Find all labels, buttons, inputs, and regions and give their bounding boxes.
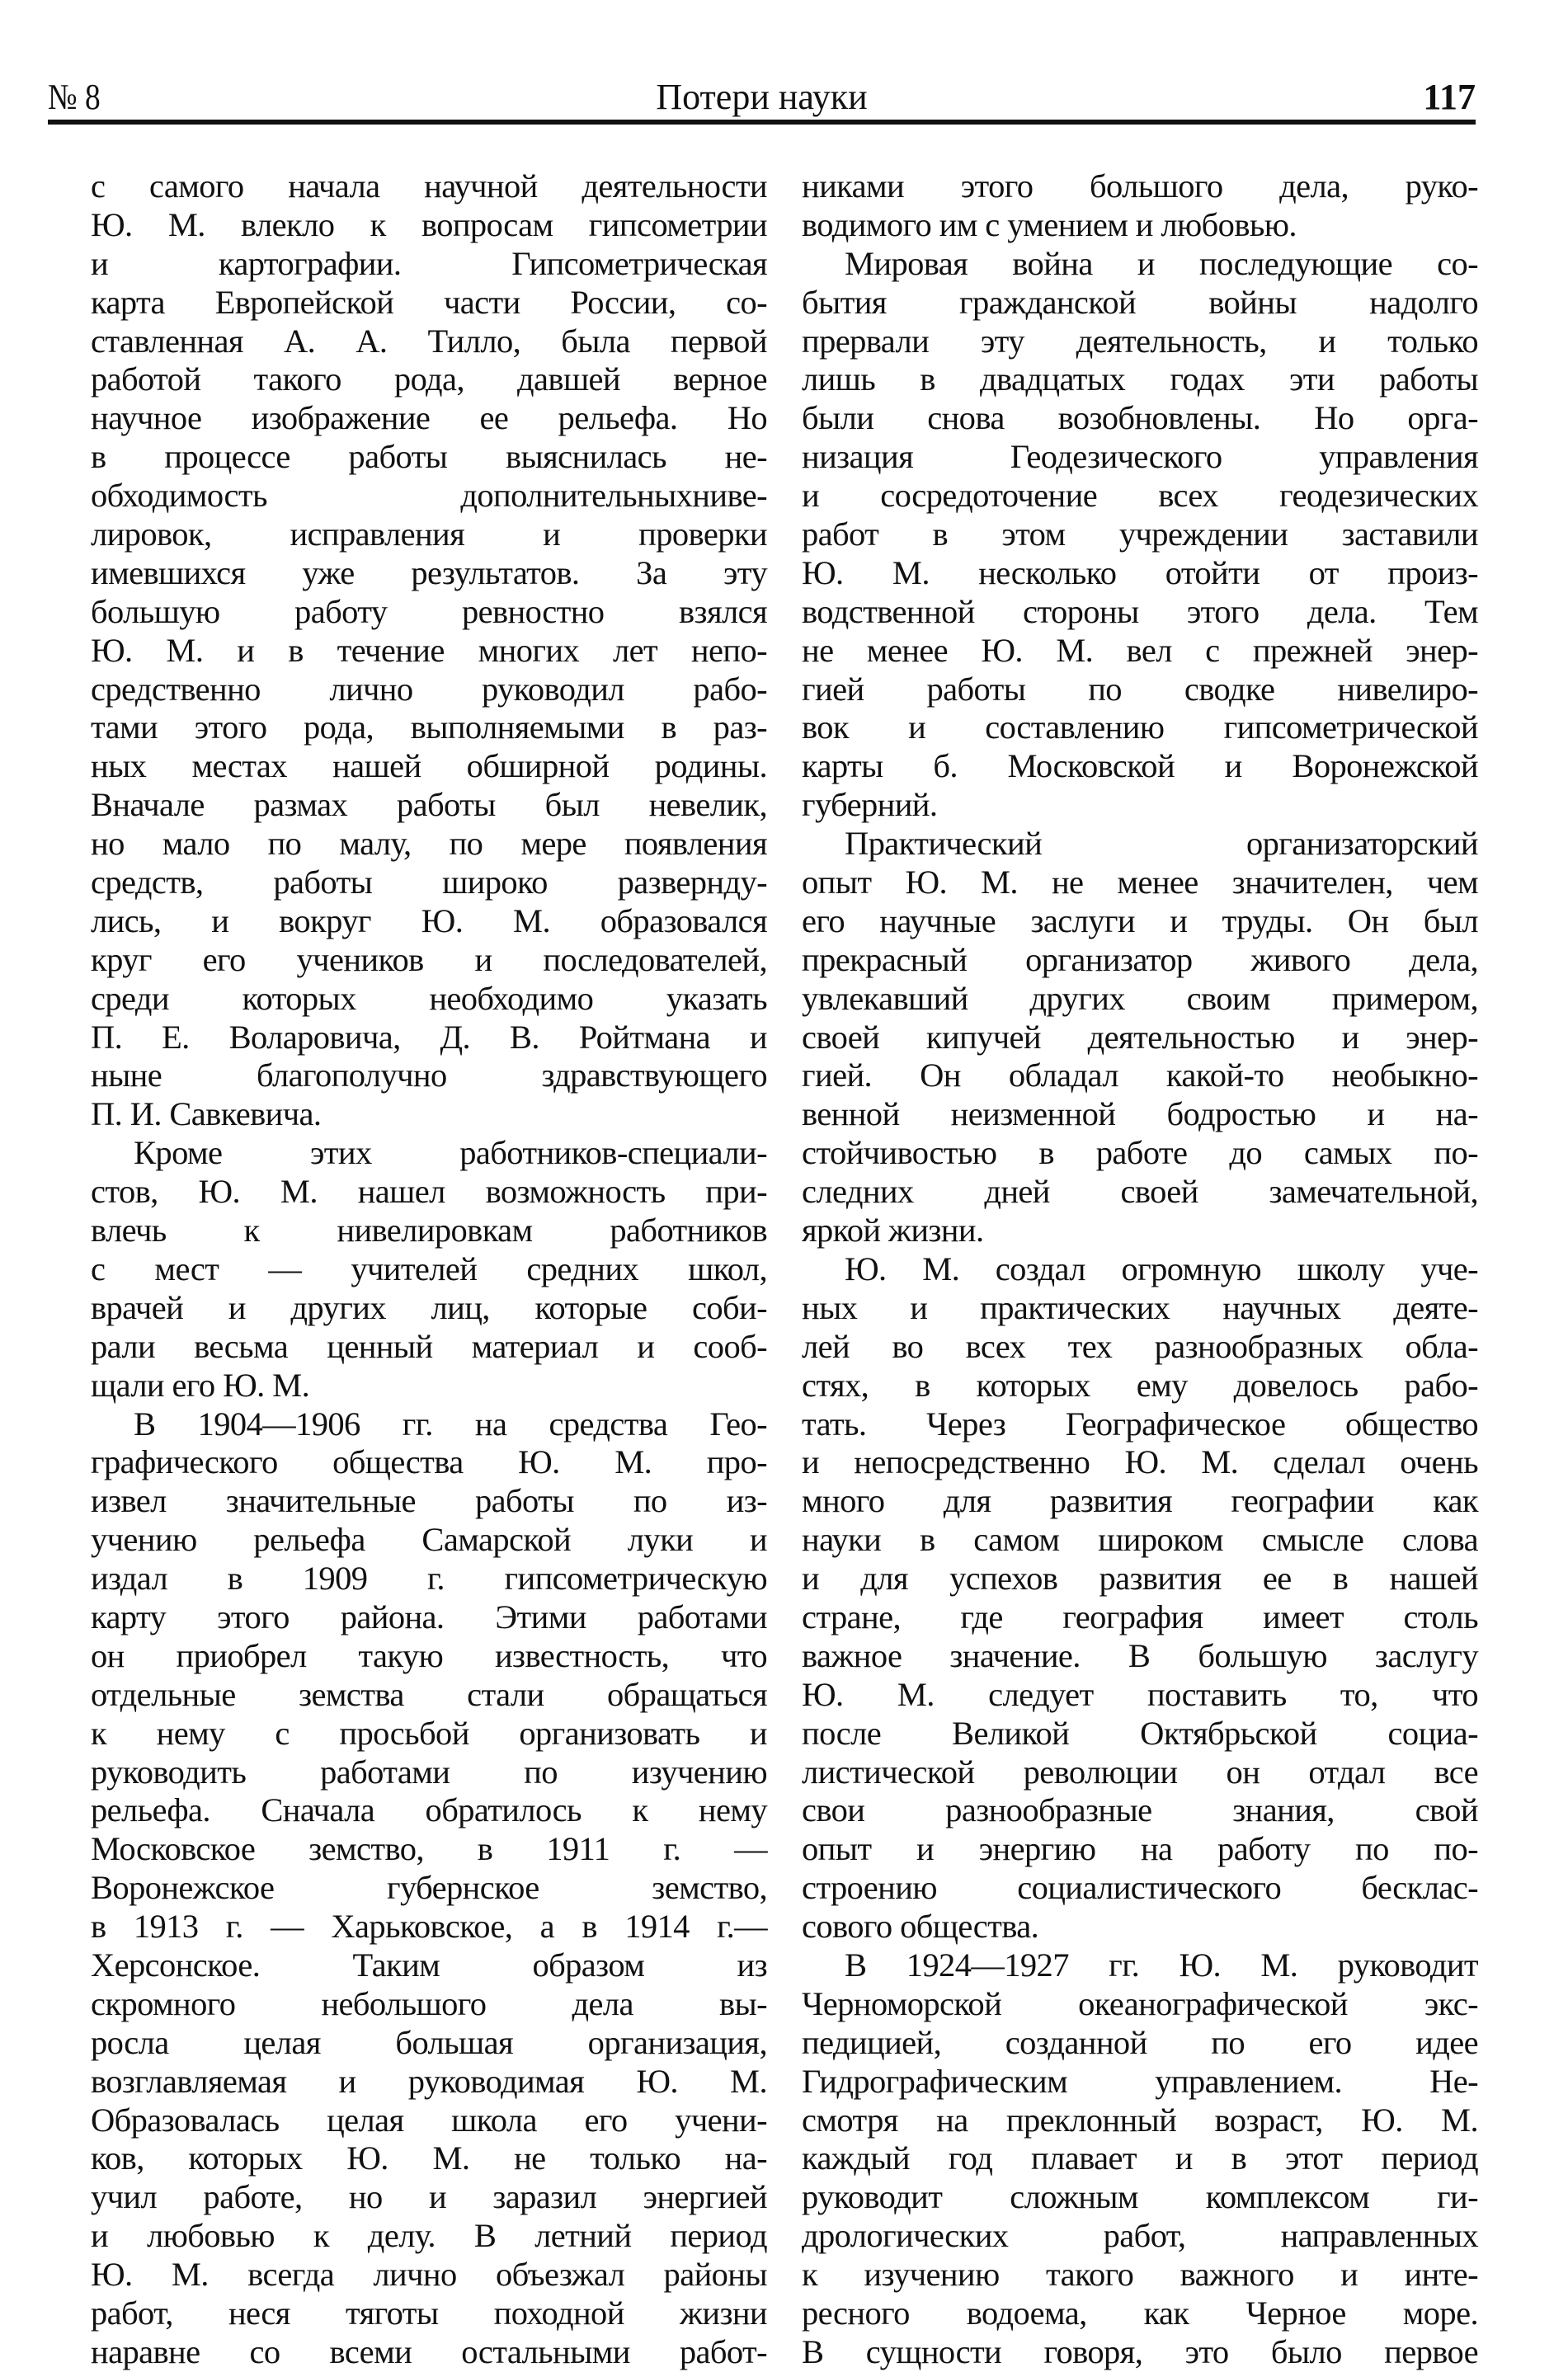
text-line: руководить работами по изучению	[91, 1753, 767, 1791]
text-line: карты б. Московской и Воронежской	[802, 747, 1478, 785]
text-line: Ю. М. создал огромную школу уче-	[845, 1250, 1478, 1287]
text-line: Ю. М. несколько отойти от произ-	[802, 553, 1478, 591]
text-line: лишь в двадцатых годах эти работы	[802, 360, 1478, 398]
text-line: никами этого большого дела, руко-	[802, 167, 1478, 205]
text-line: низация Геодезического управления	[802, 438, 1478, 476]
text-line: дрологических работ, направленных	[802, 2217, 1478, 2255]
text-line: были снова возобновлены. Но орга-	[802, 399, 1478, 437]
text-line: много для развития географии как	[802, 1482, 1478, 1520]
page-number: 117	[1423, 77, 1476, 117]
text-line: работ в этом учреждении заставили	[802, 515, 1478, 553]
text-line: учил работе, но и заразил энергией	[91, 2178, 767, 2216]
text-line: рали весьма ценный материал и сооб-	[91, 1327, 767, 1365]
text-line: ресного водоема, как Черное море.	[802, 2294, 1478, 2332]
text-line: работой такого рода, давшей верное	[91, 360, 767, 398]
text-line: но мало по малу, по мере появления	[91, 825, 767, 863]
text-line: ставленная А. А. Тилло, была первой	[91, 322, 767, 360]
text-line: Ю. М. влекло к вопросам гипсометрии	[91, 205, 767, 243]
text-line: имевшихся уже результатов. За эту	[91, 553, 767, 591]
text-line: Московское земство, в 1911 г. —	[91, 1830, 767, 1868]
text-line: тами этого рода, выполняемыми в раз-	[91, 708, 767, 746]
text-line: и непосредственно Ю. М. сделал очень	[802, 1443, 1478, 1481]
text-line: стране, где география имеет столь	[802, 1598, 1478, 1635]
text-line: Мировая война и последующие со-	[845, 244, 1478, 282]
text-line: лей во всех тех разнообразных обла-	[802, 1327, 1478, 1365]
text-line: учению рельефа Самарской луки и	[91, 1521, 767, 1559]
text-line: ных и практических научных деяте-	[802, 1288, 1478, 1326]
text-line: не менее Ю. М. вел с прежней энер-	[802, 631, 1478, 669]
text-line: щали его Ю. М.	[91, 1366, 310, 1404]
text-line: листической революции он отдал все	[802, 1753, 1478, 1791]
text-line: росла целая большая организация,	[91, 2023, 767, 2061]
text-line: круг его учеников и последователей,	[91, 940, 767, 978]
text-line: среди которых необходимо указать	[91, 979, 767, 1017]
text-line: извел значительные работы по из-	[91, 1482, 767, 1520]
text-line: сового общества.	[802, 1908, 1039, 1946]
header-rule	[48, 120, 1476, 125]
text-line: наравне со всеми остальными работ-	[91, 2332, 767, 2370]
text-line: карта Европейской части России, со-	[91, 283, 767, 321]
text-line: Вначале размах работы был невелик,	[91, 786, 767, 824]
text-line: своей кипучей деятельностью и энер-	[802, 1018, 1478, 1056]
text-line: В 1924—1927 гг. Ю. М. руководит	[845, 1946, 1478, 1984]
text-line: Ю. М. и в течение многих лет непо-	[91, 631, 767, 669]
running-header	[48, 76, 1476, 125]
text-line: В 1904—1906 гг. на средства Гео-	[134, 1405, 767, 1442]
text-line: следних дней своей замечательной,	[802, 1173, 1478, 1211]
text-line: венной неизменной бодростью и на-	[802, 1095, 1478, 1133]
text-line: его научные заслуги и труды. Он был	[802, 901, 1478, 939]
text-line: водимого им с умением и любовью.	[802, 205, 1297, 243]
text-line: руководит сложным комплексом ги-	[802, 2178, 1478, 2216]
text-line: гией. Он обладал какой-то необыкно-	[802, 1057, 1478, 1094]
text-line: ных местах нашей обширной родины.	[91, 747, 767, 785]
text-line: опыт Ю. М. не менее значителен, чем	[802, 864, 1478, 901]
text-line: тать. Через Географическое общество	[802, 1405, 1478, 1442]
text-line: большую работу ревностно взялся	[91, 592, 767, 630]
text-line: обходимость дополнительныхниве-	[91, 477, 767, 515]
text-line: П. И. Савкевича.	[91, 1095, 322, 1133]
text-line: Гидрографическим управлением. Не-	[802, 2062, 1478, 2100]
text-line: гией работы по сводке нивелиро-	[802, 670, 1478, 708]
text-line: средственно лично руководил рабо-	[91, 670, 767, 708]
text-line: и сосредоточение всех геодезических	[802, 477, 1478, 515]
text-line: Ю. М. следует поставить то, что	[802, 1675, 1478, 1713]
text-line: Кроме этих работников-специали-	[134, 1134, 767, 1172]
text-line: и картографии. Гипсометрическая	[91, 244, 767, 282]
text-line: после Великой Октябрьской социа-	[802, 1714, 1478, 1752]
text-line: он приобрел такую известность, что	[91, 1636, 767, 1674]
text-line: водственной стороны этого дела. Тем	[802, 592, 1478, 630]
text-line: строению социалистического бесклас-	[802, 1869, 1478, 1907]
text-line: П. Е. Воларовича, Д. В. Ройтмана и	[91, 1018, 767, 1056]
text-line: науки в самом широком смысле слова	[802, 1521, 1478, 1559]
text-line: Практический организаторский	[845, 825, 1478, 863]
text-line: Ю. М. всегда лично объезжал районы	[91, 2256, 767, 2294]
text-line: и любовью к делу. В летний период	[91, 2217, 767, 2255]
text-line: Воронежское губернское земство,	[91, 1869, 767, 1907]
text-line: работ, неся тяготы походной жизни	[91, 2294, 767, 2332]
text-line: свои разнообразные знания, свой	[802, 1791, 1478, 1829]
text-line: графического общества Ю. М. про-	[91, 1443, 767, 1481]
text-line: лись, и вокруг Ю. М. образовался	[91, 901, 767, 939]
text-line: к изучению такого важного и инте-	[802, 2256, 1478, 2294]
text-line: прекрасный организатор живого дела,	[802, 940, 1478, 978]
text-column-right	[802, 167, 1478, 2372]
text-line: возглавляемая и руководимая Ю. М.	[91, 2062, 767, 2100]
text-line: лировок, исправления и проверки	[91, 515, 767, 553]
text-line: смотря на преклонный возраст, Ю. М.	[802, 2101, 1478, 2139]
text-line: рельефа. Сначала обратилось к нему	[91, 1791, 767, 1829]
text-line: педицией, созданной по его идее	[802, 2023, 1478, 2061]
text-line: стях, в которых ему довелось рабо-	[802, 1366, 1478, 1404]
text-line: и для успехов развития ее в нашей	[802, 1560, 1478, 1598]
text-line: каждый год плавает и в этот период	[802, 2139, 1478, 2177]
text-line: Херсонское. Таким образом из	[91, 1946, 767, 1984]
text-column-left	[91, 167, 767, 2372]
text-line: стойчивостью в работе до самых по-	[802, 1134, 1478, 1172]
text-line: увлекавший других своим примером,	[802, 979, 1478, 1017]
text-line: врачей и других лиц, которые соби-	[91, 1288, 767, 1326]
text-line: Черноморской океанографической экс-	[802, 1984, 1478, 2022]
issue-number: № 8	[48, 77, 101, 117]
text-line: стов, Ю. М. нашел возможность при-	[91, 1173, 767, 1211]
text-line: скромного небольшого дела вы-	[91, 1984, 767, 2022]
text-line: бытия гражданской войны надолго	[802, 283, 1478, 321]
text-line: к нему с просьбой организовать и	[91, 1714, 767, 1752]
text-line: губерний.	[802, 786, 938, 824]
text-line: в 1913 г. — Харьковское, а в 1914 г.—	[91, 1908, 767, 1946]
text-line: отдельные земства стали обращаться	[91, 1675, 767, 1713]
section-title: Потери науки	[656, 77, 868, 117]
text-line: Образовалась целая школа его учени-	[91, 2101, 767, 2139]
text-line: важное значение. В большую заслугу	[802, 1636, 1478, 1674]
text-line: вок и составлению гипсометрической	[802, 708, 1478, 746]
text-line: ныне благополучно здравствующего	[91, 1057, 767, 1094]
text-line: издал в 1909 г. гипсометрическую	[91, 1560, 767, 1598]
text-line: яркой жизни.	[802, 1212, 984, 1250]
text-line: средств, работы широко развернду-	[91, 864, 767, 901]
text-line: ков, которых Ю. М. не только на-	[91, 2139, 767, 2177]
text-line: в процессе работы выяснилась не-	[91, 438, 767, 476]
text-line: с самого начала научной деятельности	[91, 167, 767, 205]
text-line: с мест — учителей средних школ,	[91, 1250, 767, 1287]
text-line: влечь к нивелировкам работников	[91, 1212, 767, 1250]
text-line: В сущности говоря, это было первое	[802, 2332, 1478, 2370]
text-line: опыт и энергию на работу по по-	[802, 1830, 1478, 1868]
text-line: научное изображение ее рельефа. Но	[91, 399, 767, 437]
text-line: прервали эту деятельность, и только	[802, 322, 1478, 360]
text-line: карту этого района. Этими работами	[91, 1598, 767, 1635]
